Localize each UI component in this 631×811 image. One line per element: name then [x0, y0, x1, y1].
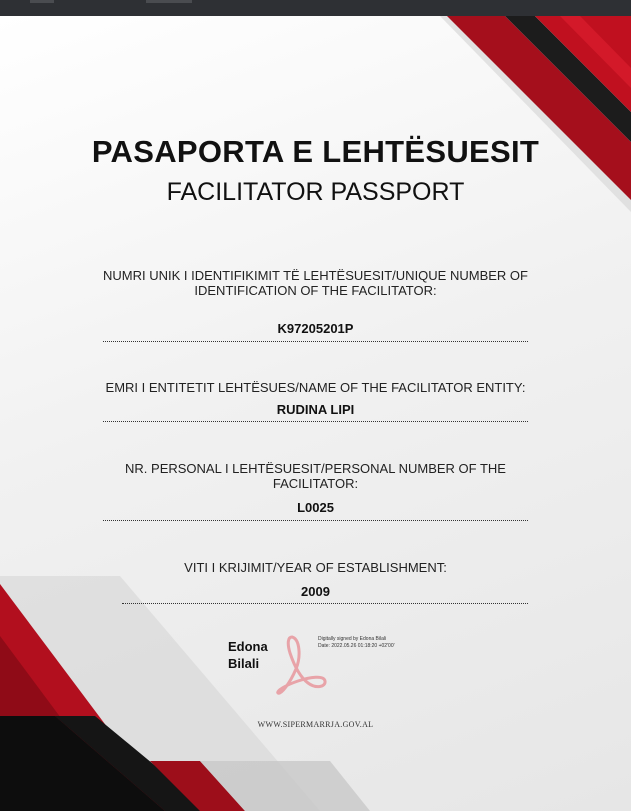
signer-name-line: Bilali [228, 656, 260, 671]
label-line: VITI I KRIJIMIT/YEAR OF ESTABLISHMENT: [184, 560, 447, 575]
field-label-unique-number [80, 268, 551, 298]
field-value-entity-name: RUDINA LIPI [276, 402, 355, 417]
label-line: IDENTIFICATION OF THE FACILITATOR: [194, 283, 437, 298]
field-value-year: 2009 [301, 584, 330, 599]
field-label-personal-number [80, 461, 551, 491]
document-subtitle: FACILITATOR PASSPORT [166, 178, 465, 206]
passport-page [0, 16, 631, 811]
label-line: FACILITATOR: [272, 476, 359, 491]
dotted-line [103, 520, 528, 521]
viewer-toolbar [0, 0, 631, 16]
toolbar-tab[interactable] [146, 0, 192, 3]
signature-details-line: Digitally signed by Edona Bilali [318, 636, 387, 642]
signature-details [318, 636, 438, 650]
document-title: PASAPORTA E LEHTËSUESIT [91, 134, 540, 169]
field-label-entity-name [80, 380, 551, 395]
label-line: NUMRI UNIK I IDENTIFIKIMIT TË LEHTËSUESIT/UNIQUE NUMBER OF [103, 268, 528, 283]
dotted-line [122, 603, 528, 604]
dotted-line [103, 421, 528, 422]
signer-name-line: Edona [228, 639, 268, 654]
signature-details-line: Date: 2022.05.26 01:18:20 +02'00' [318, 643, 395, 649]
label-line: EMRI I ENTITETIT LEHTËSUES/NAME OF THE FACILITATOR ENTITY: [105, 380, 526, 395]
signer-name [228, 638, 268, 672]
label-line: NR. PERSONAL I LEHTËSUESIT/PERSONAL NUMBER OF THE [125, 461, 506, 476]
website-url: WWW.SIPERMARRJA.GOV.AL [257, 720, 374, 729]
toolbar-tab[interactable] [30, 0, 54, 3]
field-value-personal-number: L0025 [297, 500, 334, 515]
dotted-line [103, 341, 528, 342]
field-label-year [80, 560, 551, 575]
field-value-unique-number: K97205201P [277, 321, 354, 336]
